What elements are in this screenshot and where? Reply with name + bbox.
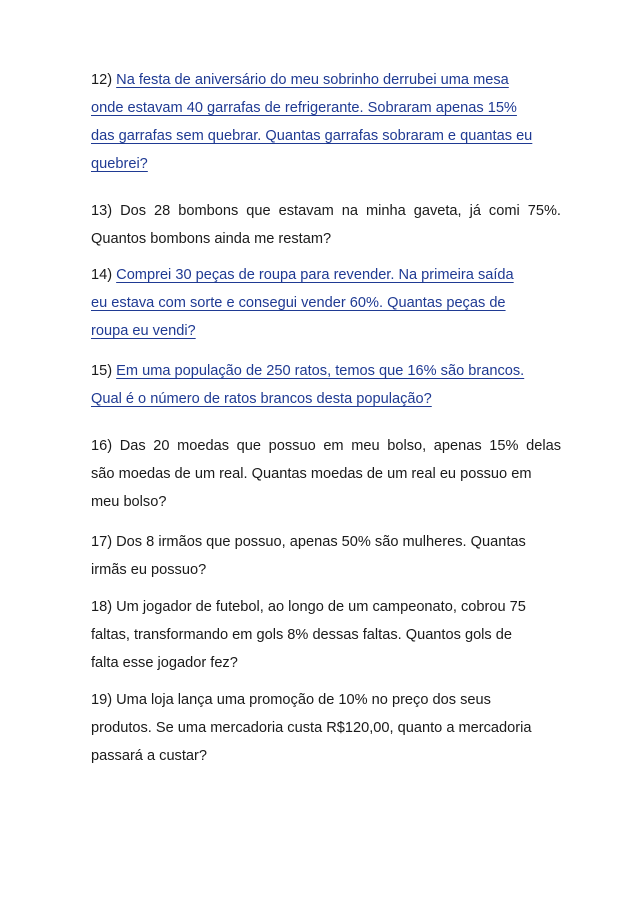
question-14-line-1 xyxy=(91,261,566,289)
question-17-line-1: 17) Dos 8 irmãos que possuo, apenas 50% são mulheres. Quantas xyxy=(91,534,526,550)
question-13-line-2: Quantos bombons ainda me restam? xyxy=(91,231,332,247)
question-12-link-line-1[interactable]: Na festa de aniversário do meu sobrinho derrubei uma mesa xyxy=(116,72,509,88)
question-16-line-1: 16) Das 20 moedas que possuo em meu bolso, apenas 15% delas xyxy=(91,438,561,454)
question-14-link-line-3[interactable]: roupa eu vendi? xyxy=(91,323,196,339)
question-14-link-line-2[interactable]: eu estava com sorte e consegui vender 60%. Quantas peças de xyxy=(91,295,506,311)
document-page xyxy=(91,66,566,770)
question-16-line-2: são moedas de um real. Quantas moedas de um real eu possuo em xyxy=(91,466,532,482)
question-19-line-3: passará a custar? xyxy=(91,748,208,764)
question-13 xyxy=(91,197,566,253)
question-12-line-4 xyxy=(91,150,566,178)
question-19-line-1: 19) Uma loja lança uma promoção de 10% no preço dos seus xyxy=(91,692,491,708)
question-12-line-1 xyxy=(91,66,566,94)
question-18-line-3: falta esse jogador fez? xyxy=(91,655,238,671)
question-13-line-1: 13) Dos 28 bombons que estavam na minha gaveta, já comi 75%. xyxy=(91,203,561,219)
question-18-line-2: faltas, transformando em gols 8% dessas faltas. Quantos gols de xyxy=(91,627,513,643)
question-12 xyxy=(91,66,566,178)
question-14-line-2 xyxy=(91,289,566,317)
question-15-link-line-1[interactable]: Em uma população de 250 ratos, temos que 16% são brancos. xyxy=(116,363,525,379)
question-14 xyxy=(91,261,566,345)
question-19 xyxy=(91,686,566,770)
question-16 xyxy=(91,432,566,516)
question-14-line-3 xyxy=(91,317,566,345)
question-12-link-line-2[interactable]: onde estavam 40 garrafas de refrigerante. Sobraram apenas 15% xyxy=(91,100,517,116)
question-14-number: 14) xyxy=(91,267,117,283)
question-15-number: 15) xyxy=(91,363,117,379)
question-15-link-line-2[interactable]: Qual é o número de ratos brancos desta população? xyxy=(91,391,432,407)
question-15-line-1 xyxy=(91,357,566,385)
question-12-link-line-4[interactable]: quebrei? xyxy=(91,156,148,172)
question-14-link-line-1[interactable]: Comprei 30 peças de roupa para revender. Na primeira saída xyxy=(116,267,514,283)
question-12-number: 12) xyxy=(91,72,117,88)
question-18-line-1: 18) Um jogador de futebol, ao longo de um campeonato, cobrou 75 xyxy=(91,599,526,615)
question-15-line-2 xyxy=(91,385,566,413)
question-12-line-3 xyxy=(91,122,566,150)
question-19-line-2: produtos. Se uma mercadoria custa R$120,00, quanto a mercadoria xyxy=(91,720,532,736)
question-17-line-2: irmãs eu possuo? xyxy=(91,562,207,578)
question-12-link-line-3[interactable]: das garrafas sem quebrar. Quantas garrafas sobraram e quantas eu xyxy=(91,128,533,144)
question-15 xyxy=(91,357,566,413)
question-12-line-2 xyxy=(91,94,566,122)
question-16-line-3: meu bolso? xyxy=(91,494,167,510)
question-18 xyxy=(91,593,566,677)
question-17 xyxy=(91,528,566,584)
